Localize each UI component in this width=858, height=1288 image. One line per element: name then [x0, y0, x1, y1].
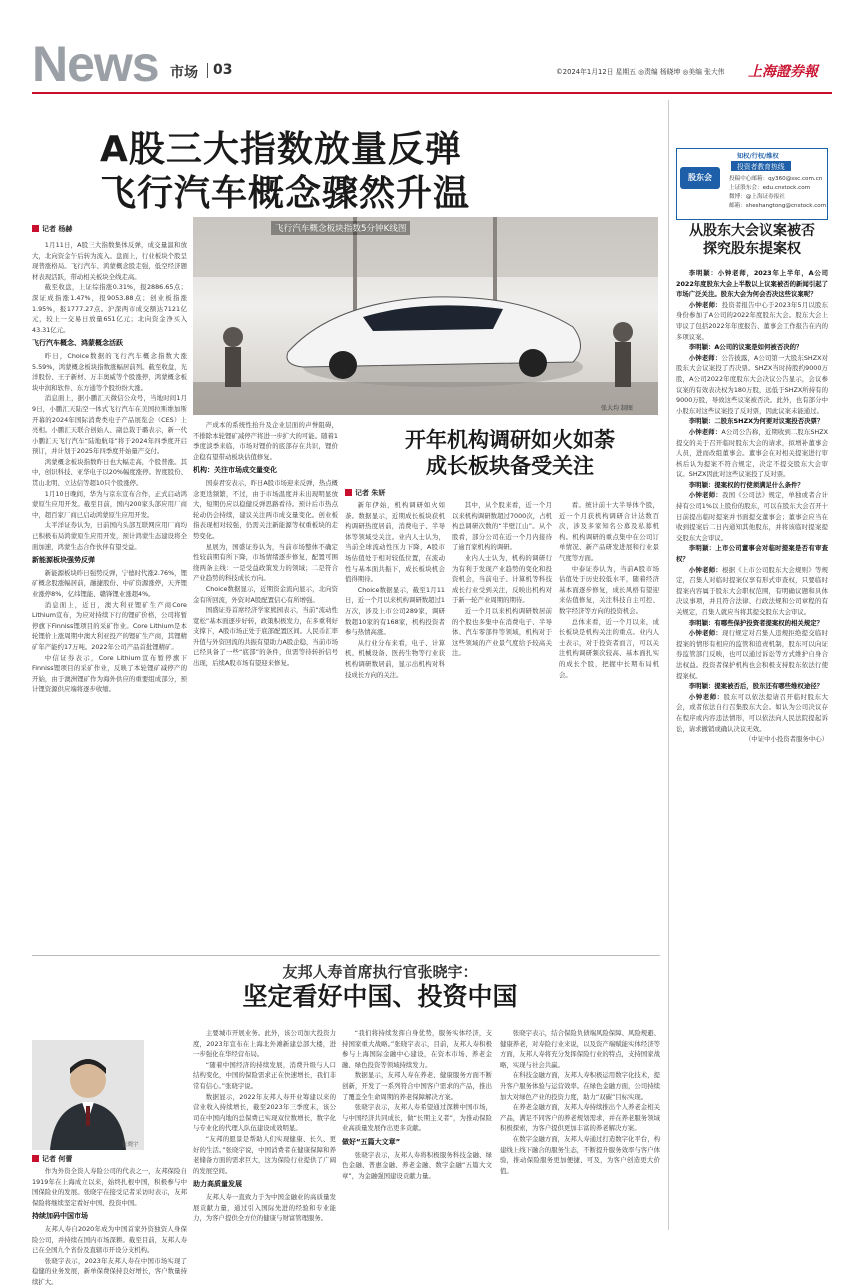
paragraph: 作为外资全资人寿险公司的代表之一，友邦保险自1919年在上海成立以来，始终扎根中国，积极参与中国保险业的发展。张晓宇在接受记者采访时表示，友邦保险将继续坚定看好中国、投资中国。	[32, 1167, 187, 1207]
contact-line: 微博：@上海证券报社	[729, 194, 785, 200]
qa-body	[676, 268, 828, 1230]
portrait-illustration	[32, 1040, 144, 1150]
subheading: 做好“五篇大文章”	[342, 1137, 401, 1146]
qa-speaker: 小钟老师：	[688, 300, 722, 309]
lead-headline	[100, 128, 520, 216]
qa-paragraph	[676, 628, 828, 681]
paragraph: 张晓宇表示，友邦人寿希望通过深耕中国市场，与中国经济共同成长，做“长期主义者”，为推动保险业高质量发展作出更多贡献。	[342, 1103, 492, 1133]
paragraph: Choice数据显示，截至1月11日，近一个月以来机构调研数超过1万次，涉及上市公司289家，调研数超10家的有168家，机构投资者参与热情高涨。	[345, 585, 445, 637]
qa-answer: A公司公告称，近期收到二股东SHZX提交的关于召开临时股东大会的请求，拟增补董事会人员，进而改组董事会。董事会在对相关提案进行审核后认为提案不符合规定，决定不提交股东大会审议。SHZX因此对这些议案投了反对票。	[676, 427, 828, 479]
qa-answer: 股东可以依法提请召开临时股东大会，或者依法自行召集股东大会。如认为公司决议存在程序或内容违法情形，可以依法向人民法院提起诉讼，请求撤销或确认决议无效。	[676, 692, 829, 733]
qa-speaker: 小钟老师：	[688, 353, 722, 362]
qa-speaker: 李明颖：有哪些保护投资者提案权的相关规定？	[688, 618, 823, 627]
qa-speaker: 李明颖：小钟老师，2023年上半年，A公司2022年度股东大会上半数以上议案被否的新闻引起了市场广泛关注。股东大会为何会否决这些议案呢？	[676, 269, 828, 299]
lead-headline-line1: A股三大指数放量反弹	[100, 129, 462, 170]
paragraph: 中信证券表示，Core Lithium宣布暂停旗下Finniss锂项目的采矿作业，反映了本轮锂矿减停产的开始，由于澳洲锂矿作为海外供应的重要组成部分，预计锂资源供应端将逐步收缩。	[32, 653, 187, 694]
qa-speaker: 小钟老师：	[688, 629, 722, 638]
masthead	[0, 0, 858, 100]
qa-speaker: 小钟老师：	[688, 565, 722, 574]
second-byline: 记者 朱妍	[345, 488, 385, 498]
paragraph: Choice数据显示，近期资金流向显示，北向资金有所回流，外资对A股配置信心有所增强。	[193, 584, 338, 604]
subheading: 新能源板块强势反弹	[32, 556, 95, 565]
paragraph: 国泰君安表示，昨日A股市场迎来反弹，热点概念更迭频繁，不过，由于市场温度并未出现明显放大，短期仍应以稳健反弹思路看待。预计后市热点轮动仍会持续，建议关注两市成交量变化。创业板指表现相对较强，仍需关注新能源等权重板块的走势变化。	[193, 478, 338, 540]
interview-byline: 记者 何蕾	[32, 1154, 72, 1164]
interview-photo	[32, 1040, 144, 1150]
paragraph: 数据显示，友邦人寿在养老、健康服务方面不断创新，开发了一系列符合中国客户需求的产品，推出了覆盖全生命周期的养老保障解决方案。	[342, 1071, 492, 1101]
paragraph: 太平洋证券认为，日前国内头部互联网应用厂商均已积极布局鸿蒙原生应用开发，预计鸿蒙生态建设将全面加速，鸿蒙生态合作伙伴有望受益。	[32, 521, 187, 551]
byline-marker	[345, 489, 352, 496]
issue-info: ©2024年1月12日 星期五 ◎责编 杨晓坤 ◎美编 张大伟	[556, 68, 725, 76]
second-column-1	[345, 500, 445, 940]
interview-rule	[32, 955, 660, 956]
contact-line: 邮箱：sheshangtong@cnstock.com	[729, 203, 827, 209]
paragraph: “友邦的愿景是帮助人们实现健康、长久、更好的生活。”张晓宇说，中国消费者在健康保障和养老储备方面的需求巨大，这为保险行业提供了广阔的发展空间。	[193, 1134, 336, 1175]
flying-car-illustration	[193, 217, 658, 415]
qa-paragraph	[676, 543, 828, 564]
box-hotline-title: 投资者教育热线	[731, 161, 791, 171]
second-headline-line2: 成长板块备受关注	[426, 454, 594, 478]
qa-speaker: 李明颖：提案被否后，股东还有哪些维权途径？	[688, 682, 823, 691]
paragraph: 张晓宇表示，2023年友邦人寿在中国市场实现了稳健的业务发展，新单保费保持良好增长，客户数量持续扩大。	[32, 1256, 187, 1286]
paragraph: 新年伊始，机构调研如火如荼。数据显示，近期成长板块获机构调研热度居前，消费电子、半导体等领域受关注。业内人士认为，当前全球流动性压力下降，A股市场估值处于相对较低位置，在流动性与基本面共振下，成长板块机会值得期待。	[345, 501, 445, 584]
box-logo: 股东会	[680, 167, 720, 189]
paragraph: 友邦人寿一直致力于为中国金融业的高质量发展贡献力量，通过引入国际先进的经验和专业能力，为客户提供全方位的健康与财富管理服务。	[193, 1192, 336, 1223]
interview-column-3	[342, 1028, 492, 1230]
paragraph: 主要城市开展业务。此外，该公司加大投资力度，2023年宣布在上海北外滩新建总部大楼，进一步强化在华经营布局。	[193, 1029, 336, 1059]
qa-speaker: 小钟老师：	[688, 427, 722, 436]
subheading: 飞行汽车概念、鸿蒙概念活跃	[32, 339, 123, 348]
photo-caption: 张晓宇	[122, 1142, 139, 1148]
qa-speaker: 小钟老师：	[688, 491, 722, 500]
qa-paragraph	[676, 692, 828, 734]
paragraph: 在养老金融方面，友邦人寿持续推出个人养老金相关产品，满足不同客户的养老规划需求，并在养老服务领域积极探索，为客户提供更加丰富的养老解决方案。	[500, 1103, 660, 1133]
interview-column-2	[193, 1028, 336, 1230]
section-label: 市场	[170, 65, 198, 81]
paragraph: 从行业分布来看，电子、计算机、机械设备、医药生物等行业获机构调研数居前，显示出机构对科技成长方向的关注。	[345, 638, 445, 679]
paragraph: 新能源板块昨日强势反弹，宁德时代涨2.76%，锂矿概念股涨幅居前，融捷股份、中矿资源涨停，天齐锂业涨停8%，亿纬锂能、赣锋锂业涨超4%。	[32, 568, 187, 598]
paragraph: 昨日，Choice数据的飞行汽车概念指数大涨5.59%，鸿蒙概念板块指数涨幅居前列。截至收盘，光洋股份、王子新材、万丰奥威等个股涨停，鸿蒙概念板块中润和软件、东方通等个股纷纷大涨。	[32, 351, 187, 392]
qa-paragraph	[676, 618, 828, 629]
qa-paragraph	[676, 300, 828, 342]
paragraph: 鸿蒙概念板块指数昨日也大幅走高，个股普涨。其中，创识科技、亚华电子以20%幅度涨停。智度股份、贯山北明、立达信等超10只个股涨停。	[32, 457, 187, 488]
paragraph: 张晓宇表示，结合保险负债端风险保障、风险规避、健康养老，对寿险行业来说，以及资产端赋能实体经济等方面，友邦人寿将充分发挥保险行业的特点，支持国家战略，实现与社会共赢。	[500, 1029, 660, 1069]
contact-line: 上证股东会：edu.cnstock.com	[729, 185, 811, 191]
interview-column-1	[32, 1166, 187, 1286]
qa-paragraph	[676, 681, 828, 692]
paragraph: 消息面上，据小鹏汇天微信公众号，当地时间1月9日，小鹏汇天陆空一体式飞行汽车在美国拉斯维加斯开幕的2024年国际消费类电子产品展览会（CES）上亮相。小鹏汇天联合创始人、副总裁于璐表示，新一代小鹏汇天飞行汽车“陆地航母”将于2024年四季度开启预订，并计划于2025年四季度开始量产交付。	[32, 394, 187, 456]
lead-column-1	[32, 240, 187, 945]
paragraph: 在数字金融方面，友邦人寿通过打造数字化平台，构建线上线下融合的服务生态，不断提升服务效率与客户体验，推动保险服务更加便捷、可及，为客户创造更大价值。	[500, 1134, 660, 1175]
section-divider	[207, 63, 208, 78]
paragraph: 数据显示，2022年友邦人寿开业筹建以来的营业收入持续增长，截至2023年三季度末，该公司在中国内地的总保费已实现双位数增长，数字化与专业化的代理人队伍建设成效明显。	[193, 1092, 336, 1133]
interview-headline	[150, 962, 610, 1012]
qa-answer: 我国《公司法》规定，单独或者合计持有公司1%以上股份的股东，可以在股东大会召开十日前提出临时提案并书面提交董事会；董事会应当在收到提案后二日内通知其他股东，并将该临时提案提交股东大会审议。	[676, 491, 828, 542]
paragraph: 友邦人寿自2020年成为中国首家外资独资人身保险公司，并持续在国内市场深耕。截至目前，友邦人寿已在全国九个省份及直辖市开设分支机构。	[32, 1224, 187, 1255]
paragraph: 总体来看，近一个月以来，成长板块是机构关注的重点。业内人士表示，对于投资者而言，可以关注机构调研频次较高、基本面扎实的成长个股，把握中长期布局机会。	[559, 617, 659, 679]
news-logo: News	[32, 36, 159, 92]
second-column-2	[452, 500, 552, 940]
lead-headline-line2: 飞行汽车概念骤然升温	[100, 173, 471, 214]
byline-marker	[32, 1155, 39, 1162]
box-tagline: 知权/行权/维权	[737, 153, 779, 160]
paragraph: 中泰证券认为，当前A股市场估值处于历史较低水平，随着经济基本面逐步修复，成长风格有望迎来估值修复，关注科技自主可控、数字经济等方向的投资机会。	[559, 564, 659, 615]
second-headline-line1: 开年机构调研如火如荼	[405, 428, 615, 452]
paragraph: “我们将持续发挥自身优势，服务实体经济，支持国家重大战略。”张晓宇表示，目前，友邦人寿积极参与上海国际金融中心建设，在资本市场、养老金融、绿色投资等领域持续发力。	[342, 1029, 492, 1069]
masthead-rule	[32, 92, 832, 94]
paragraph: 其中，从个股来看，近一个月以来机构调研数超过7000次，占机构总调研次数的“半壁江山”。从个股看，部分公司在近一个月内接待了逾百家机构的调研。	[452, 501, 552, 552]
qa-speaker: 李明颖：上市公司董事会对临时提案是否有审查权？	[676, 544, 828, 564]
subheading: 机构：关注市场成交量变化	[193, 466, 277, 475]
qa-footer: （中证中小投资者服务中心）	[744, 735, 828, 744]
qa-headline-line2: 探究股东提案权	[703, 241, 801, 257]
paragraph: 1月11日，A股三大指数集体反弹，成交量温和放大，北向资金午后转为流入。盘面上，行业板块个股呈现普涨格局。飞行汽车、鸿蒙概念股走强，低空经济题材表现活跃，带动相关板块全线走高。	[32, 241, 187, 281]
page-number: 03	[213, 62, 233, 78]
interview-headline-line1: 友邦人寿首席执行官张晓宇：	[282, 963, 478, 981]
subheading: 助力高质量发展	[193, 1180, 242, 1189]
qa-paragraph	[676, 565, 828, 618]
second-headline	[360, 427, 660, 479]
column-divider	[668, 100, 669, 1230]
paragraph: 张晓宇表示，友邦人寿将积极服务科技金融、绿色金融、普惠金融、养老金融、数字金融“五篇大文章”，为金融强国建设贡献力量。	[342, 1150, 492, 1180]
qa-paragraph	[676, 268, 828, 300]
qa-answer: 公告披露，A公司第一大股东SHZX对股东大会议案投了否决票。SHZX当时持股约9000万股，A公司2022年度股东大会决议公告显示，会议参议案的有效表决权为180万股，远低于SHZX所持有的9000万股，导致这些议案被否决。此外，也有部分中小股东对这些议案投了反对票，因此议案未能通过。	[676, 353, 828, 415]
qa-paragraph	[676, 427, 828, 480]
paragraph: 消息面上，近日，澳大利亚锂矿生产商Core Lithium宣布，为应对持续下行的锂矿价格，公司将暂停旗下Finniss锂项目的采矿作业。Core Lithium是本轮锂价上涨周期中澳大利亚投产的锂矿生产商，其锂精矿年产能约17万吨。2022年公司产品首批锂精矿。	[32, 600, 187, 651]
qa-headline-line1: 从股东大会议案被否	[689, 223, 815, 239]
paragraph: 1月10日晚间，华为与京东宣布合作，正式启动鸿蒙原生应用开发。截至目前，国内200家头部应用厂商中，超百家厂商已启动鸿蒙原生应用开发。	[32, 489, 187, 519]
lead-column-2	[193, 420, 338, 950]
photo-caption: 飞行汽车概念板块指数5分钟K线图	[271, 221, 410, 235]
paragraph: 国盛证券首席经济学家熊园表示，当前“流动性宽松”基本面逐步好转，政策积极发力，在多重利好支撑下，A股市场正处于底部配置区间。人民币汇率升值与外资回流的共振有望助力A股企稳，当前市场已经具备了一些“底部”的条件，但需等待转折信号出现，后续A股市场有望迎来修复。	[193, 606, 338, 668]
paragraph: 业内人士认为，机构的调研行为有利于发现产业趋势的变化和投资机会，当前电子、计算机等科技成长行业受到关注，反映出机构对于新一轮产业周期的期待。	[452, 553, 552, 605]
paragraph: “随着中国经济的持续发展，消费升级与人口结构变化，中国的保险需求正在快速增长，我们非常有信心。”张晓宇说。	[193, 1060, 336, 1090]
lead-photo	[193, 217, 658, 415]
qa-paragraph	[676, 353, 828, 417]
paragraph: 看。统计前十大半导体个股，近一个月获机构调研合计达数百次，涉及多家知名公募及私募机构。机构调研的重点集中在公司订单情况、新产品研发进展和行业景气度等方面。	[559, 501, 659, 562]
qa-speaker: 李明颖：二股东SHZX为何要对议案投否决票？	[688, 417, 824, 426]
qa-speaker: 李明颖：A公司的议案是如何被否决的？	[688, 343, 803, 352]
box-lines	[729, 175, 826, 211]
qa-paragraph	[676, 490, 828, 543]
photo-credit: 张大均 制图	[601, 405, 633, 412]
paper-name: 上海證券報	[748, 64, 818, 80]
qa-paragraph	[676, 342, 828, 353]
contact-line: 投稿中心邮箱：qy360@ssc.com.cn	[729, 176, 823, 182]
paragraph: 近一个月以来机构调研数居前的个股也多集中在消费电子、半导体、汽车零部件等领域，机构对于这些领域的产业景气度给予较高关注。	[452, 606, 552, 658]
interview-headline-line2: 坚定看好中国、投资中国	[242, 982, 518, 1011]
lead-byline: 记者 杨赫	[32, 224, 72, 234]
qa-answer: 根据《上市公司股东大会规则》等规定，召集人对临时提案仅享有形式审查权，只要临时提案内容属于股东大会职权范围，有明确议题和具体决议事项，并且符合法律、行政法规和公司章程的有关规定，召集人就应当将其提交股东大会审议。	[676, 565, 828, 616]
subheading: 持续加码中国市场	[32, 1212, 88, 1221]
qa-answer: 投资者报告中心于2023年5月以股东身份参加了A公司的2022年度股东大会。股东大会上审议了包括2022年年度报告、董事会工作报告在内的多项议案。	[676, 300, 828, 341]
investor-box	[676, 148, 828, 220]
qa-speaker: 小钟老师：	[688, 692, 724, 701]
qa-headline	[676, 222, 828, 258]
qa-speaker: 李明颖：提案权的行使须满足什么条件？	[688, 480, 804, 489]
paragraph: 截至收盘，上证综指涨0.31%，报2886.65点；深证成指涨1.47%，报9053.88点；创业板指涨1.95%，报1777.27点。沪深两市成交额达7121亿元，较上一交易日放量651亿元；北向资金净买入43.31亿元。	[32, 283, 187, 334]
interview-column-4	[500, 1028, 660, 1230]
byline-marker	[32, 225, 39, 232]
paragraph: 产成本的系统性抬升及企业层面的声誉阻碍，不排除本轮锂矿减停产将进一步扩大的可能。随着1季度淡季来临，市场对锂价的底部存在共识，锂价企稳有望带动板块估值修复。	[193, 421, 338, 461]
paragraph: 在科技金融方面，友邦人寿积极运用数字化技术，提升客户服务体验与运营效率。在绿色金融方面，公司持续加大对绿色产业的投资力度，助力“双碳”目标实现。	[500, 1071, 660, 1101]
qa-answer: 现行规定对召集人违规拒绝提交临时提案的情形有相应的监管和追责机制，股东可以向证券监管部门反映，也可以通过诉讼等方式维护自身合法权益。投资者保护机构也会积极支持股东依法行使提案权。	[676, 629, 828, 680]
qa-paragraph	[676, 416, 828, 427]
paragraph: 星展为，国盛证券认为，当前市场整体不确定性较前期有所下降，市场情绪逐步修复，配置可围绕两条主线：一是受益政策发力的领域；二是符合产业趋势的科技成长方向。	[193, 542, 338, 583]
qa-paragraph	[676, 480, 828, 491]
second-column-3	[559, 500, 659, 940]
